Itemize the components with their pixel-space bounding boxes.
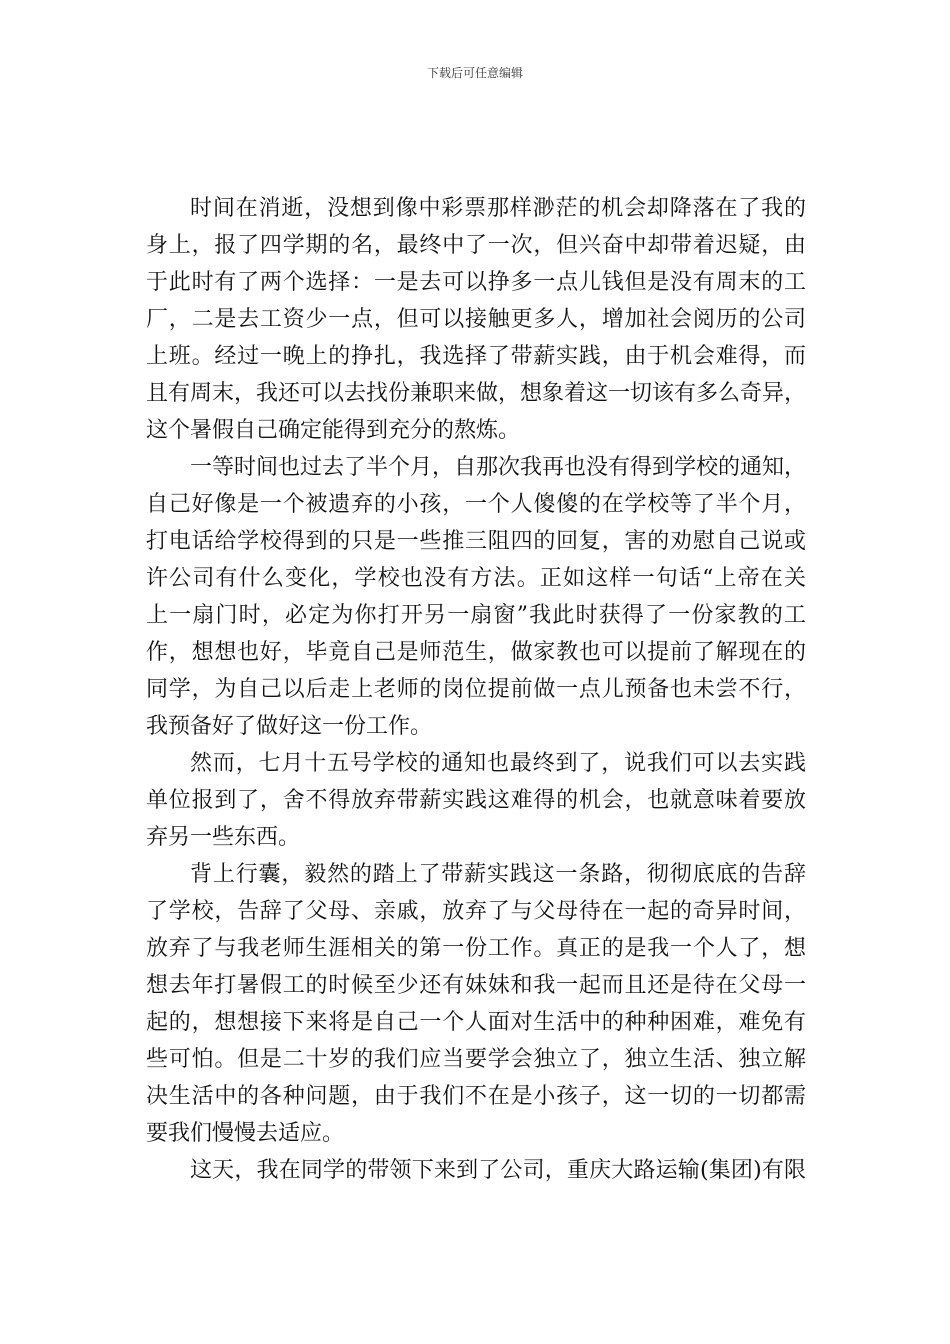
text-line: 这天，我在同学的带领下来到了公司，重庆大路运输(集团)有限: [190, 1158, 806, 1183]
paragraph-3: [146, 745, 806, 856]
text-line: 同学，为自己以后走上老师的岗位提前做一点儿预备也未尝不行，: [146, 677, 806, 702]
text-line: 上一扇门时，必定为你打开另一扇窗”我此时获得了一份家教的工: [146, 603, 806, 628]
text-line: 单位报到了，舍不得放弃带薪实践这难得的机会，也就意味着要放: [146, 788, 806, 813]
text-line: 打电话给学校得到的只是一些推三阻四的回复，害的劝慰自己说或: [146, 529, 806, 554]
text-line: 上班。经过一晚上的挣扎，我选择了带薪实践，由于机会难得，而: [146, 344, 806, 369]
text-line: 起的，想想接下来将是自己一个人面对生活中的种种困难，难免有: [146, 1010, 806, 1035]
text-line: 自己好像是一个被遗弃的小孩，一个人傻傻的在学校等了半个月，: [146, 492, 806, 517]
text-line: 然而，七月十五号学校的通知也最终到了，说我们可以去实践: [190, 751, 806, 776]
text-line: 于此时有了两个选择：一是去可以挣多一点儿钱但是没有周末的工: [146, 270, 806, 295]
text-line: 一等时间也过去了半个月，自那次我再也没有得到学校的通知，: [190, 455, 807, 480]
text-line: 决生活中的各种问题，由于我们不在是小孩子，这一切的一切都需: [146, 1084, 806, 1109]
page-header: 下载后可任意编辑: [426, 66, 523, 80]
paragraph-1: [146, 190, 806, 449]
text-line: 作，想想也好，毕竟自己是师范生，做家教也可以提前了解现在的: [146, 640, 806, 665]
paragraph-4: [146, 856, 806, 1152]
text-line: 想去年打暑假工的时候至少还有妹妹和我一起而且还是待在父母一: [146, 973, 806, 998]
text-line: 弃另一些东西。: [146, 825, 301, 850]
paragraph-2: [146, 449, 806, 745]
text-line: 且有周末，我还可以去找份兼职来做，想象着这一切该有多么奇异，: [146, 381, 807, 406]
text-line: 厂，二是去工资少一点，但可以接触更多人，增加社会阅历的公司: [146, 307, 806, 332]
text-line: 身上，报了四学期的名，最终中了一次，但兴奋中却带着迟疑，由: [146, 233, 806, 258]
paragraph-5: [146, 1152, 806, 1189]
text-line: 这个暑假自己确定能得到充分的熬炼。: [146, 418, 521, 443]
text-line: 放弃了与我老师生涯相关的第一份工作。真正的是我一个人了，想: [146, 936, 806, 961]
text-line: 我预备好了做好这一份工作。: [146, 714, 433, 739]
text-line: 要我们慢慢去适应。: [146, 1121, 345, 1146]
document-body: [146, 190, 806, 1189]
text-line: 背上行囊，毅然的踏上了带薪实践这一条路，彻彻底底的告辞: [190, 862, 806, 887]
text-line: 时间在消逝，没想到像中彩票那样渺茫的机会却降落在了我的: [190, 196, 806, 221]
text-line: 了学校，告辞了父母、亲戚，放弃了与父母待在一起的奇异时间，: [146, 899, 806, 924]
text-line: 些可怕。但是二十岁的我们应当要学会独立了，独立生活、独立解: [146, 1047, 806, 1072]
text-line: 许公司有什么变化，学校也没有方法。正如这样一句话“上帝在关: [146, 566, 806, 591]
